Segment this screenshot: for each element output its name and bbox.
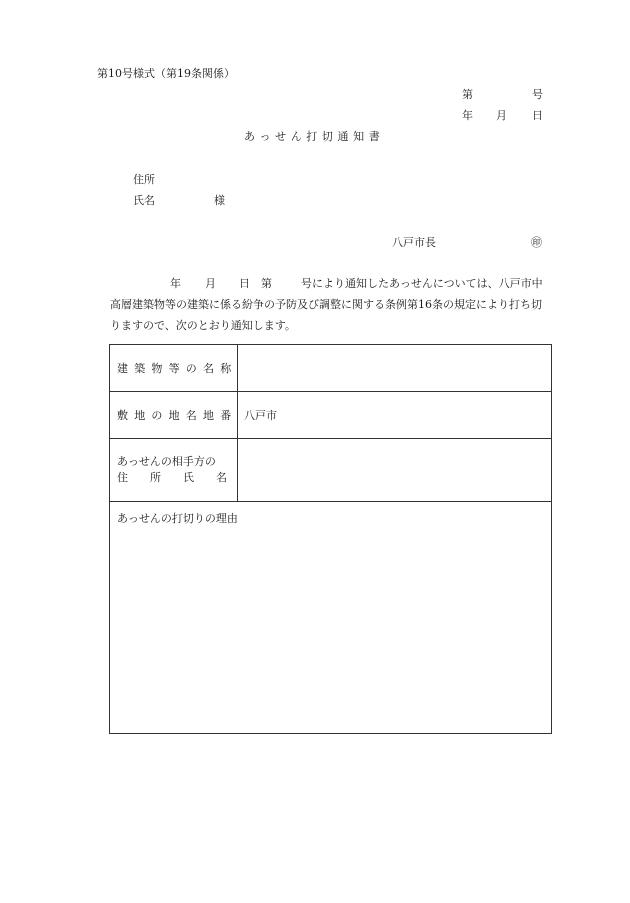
table-row: [110, 392, 551, 439]
date-month-label: 月: [496, 109, 507, 122]
termination-reason-label: あっせんの打切りの理由: [117, 512, 238, 525]
notice-month: 月: [205, 277, 216, 290]
counterparty-label-line-2: [117, 472, 227, 483]
site-location-label: 敷地の地名地番: [117, 409, 238, 422]
counterparty-label-address-2: 所: [150, 471, 161, 484]
counterparty-label-name-2: 名: [216, 471, 227, 484]
document-number-prefix: 第: [462, 88, 473, 101]
issuer-title: 八戸市長: [392, 236, 436, 249]
notice-day: 日: [239, 277, 250, 290]
label-cell: [110, 439, 238, 501]
notice-form-table: [109, 344, 552, 734]
label-cell: [110, 345, 238, 391]
seal-mark: ㊞: [531, 236, 542, 249]
table-row: [110, 439, 551, 502]
recipient-honorific: 様: [214, 194, 225, 207]
counterparty-label-name-1: 氏: [183, 471, 194, 484]
form-number: 第10号様式（第19条関係）: [97, 67, 235, 80]
notice-line-1-text: 号により通知したあっせんについては、八戸市中: [301, 277, 543, 290]
date-day-label: 日: [532, 109, 543, 122]
document-title: あっせん打切通知書: [244, 130, 385, 143]
notice-year: 年: [170, 277, 181, 290]
table-row: [110, 502, 551, 734]
table-row: [110, 345, 551, 392]
label-cell: [110, 392, 238, 438]
counterparty-label-line-1: あっせんの相手方の: [117, 455, 216, 468]
recipient-address-label: 住所: [133, 173, 155, 186]
notice-number-prefix: 第: [261, 277, 272, 290]
date-year-label: 年: [462, 109, 473, 122]
counterparty-label-address-1: 住: [117, 471, 128, 484]
site-location-value[interactable]: 八戸市: [244, 409, 277, 422]
notice-line-3: りますので、次のとおり通知します。: [110, 319, 296, 332]
document-number-suffix: 号: [532, 88, 543, 101]
building-name-label: 建築物等の名称: [117, 362, 238, 375]
notice-line-2: 高層建築物等の建築に係る紛争の予防及び調整に関する条例第16条の規定により打ち切: [110, 298, 542, 311]
recipient-name-label: 氏名: [133, 194, 155, 207]
notice-line-1: [110, 273, 552, 294]
notice-body: [110, 273, 552, 336]
